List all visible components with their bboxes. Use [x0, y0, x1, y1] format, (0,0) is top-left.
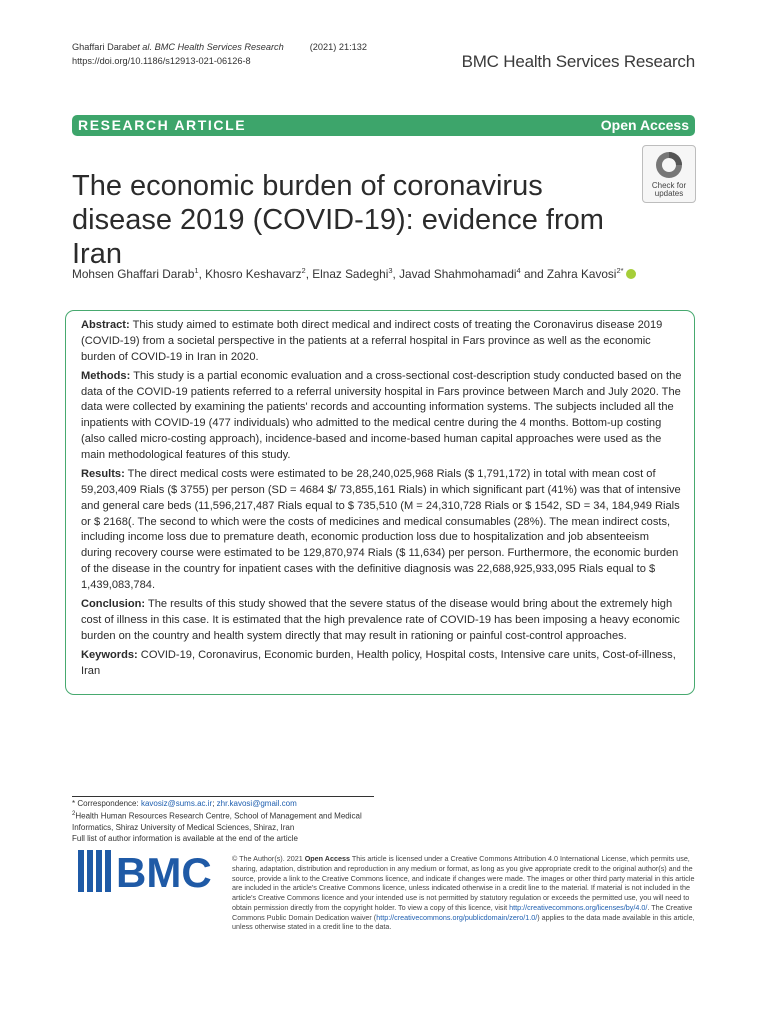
license-body-3: ) applies to the data made available in this article, unless otherwise stated in a credit line to the data.: [232, 912, 695, 932]
footnote-divider: [72, 796, 374, 797]
author-affiliation-sup: 2*: [616, 266, 624, 275]
license-body-2: . The Creative Commons Public Domain Dedication waiver (: [232, 902, 693, 922]
license-open-access: Open Access: [304, 854, 350, 863]
author-affiliation-sup: 2: [301, 266, 306, 275]
author-separator: ,: [198, 266, 206, 281]
keywords-paragraph: [81, 648, 682, 680]
running-header: [72, 40, 367, 68]
conclusion-text: The results of this study showed that the severe status of the disease would bring about the extremely high cost of illness in this case. It is estimated that the high prevalence rate of COVID-19 has been imposing a heavy economic burden on the country and health system directly that may result in rationing or painful cost-control approaches.: [81, 598, 680, 642]
email-link[interactable]: kavosiz@sums.ac.ir: [140, 799, 213, 808]
author-info-note: Full list of author information is available at the end of the article: [72, 833, 298, 843]
footnotes: [72, 798, 382, 844]
bmc-logo-text: BMC: [116, 850, 212, 892]
license-link[interactable]: http://creativecommons.org/licenses/by/4.0/: [509, 902, 648, 912]
license-body-1: This article is licensed under a Creative Commons Attribution 4.0 International License, which permits use, sharing, adaptation, distribution and reproduction in any medium or format, as long as you give appropriate credit to the original author(s) and the source, provide a link to the Creative Commons licence, and indicate if changes were made. The images or other third party material in this article are included in the article's Creative Commons licence, unless indicated otherwise in a credit line to the material. If material is not included in the article's Creative Commons licence and your intended use is not permitted by statutory regulation or exceeds the permitted use, you will need to obtain permission directly from the copyright holder. To view a copy of this licence, visit: [232, 854, 695, 912]
correspondence-label: * Correspondence:: [72, 799, 141, 808]
citation-volume: (2021) 21:132: [309, 42, 367, 52]
results-paragraph: [81, 467, 682, 593]
bmc-logo[interactable]: [78, 850, 218, 892]
citation-authors: Ghaffari Darab: [72, 42, 133, 52]
abstract-label: Abstract:: [81, 319, 130, 331]
author-affiliation-sup: 3: [388, 266, 393, 275]
results-text: The direct medical costs were estimated to be 28,240,025,968 Rials ($ 1,791,172) in total with mean cost of 59,203,409 Rials ($ 3755) per person (SD = 4684 $/ 73,855,161 Rials) in which significant part (41%) was that of intensive and general care beds (11,596,217,487 Rials equal to $ 735,510 (M = 24,310,728 Rials or $ 1542, SD = 34, 184,949 Rials or $ 2168(. The second to which were the costs of medicines and medical consumables (28%). The mean indirect costs, including income loss due to premature death, economic production loss due to hospitalization and job absenteeism during recovery course were estimated to be 129,870,974 Rials ($ 11,634) per person. Furthermore, the economic burden of the disease in the country for inpatient cases with the definitive diagnosis was 22,688,925,933,095 Rials equal to $ 1,439,083,784.: [81, 468, 681, 591]
author-separator: ,: [305, 266, 313, 281]
author-name[interactable]: Elnaz Sadeghi: [312, 266, 389, 281]
results-label: Results:: [81, 468, 125, 481]
author-affiliation-sup: 1: [194, 266, 199, 275]
abstract-paragraph: [81, 318, 682, 365]
author-name[interactable]: Khosro Keshavarz: [205, 266, 302, 281]
license-text: [232, 854, 697, 932]
methods-label: Methods:: [81, 369, 131, 382]
author-affiliation-sup: 4: [516, 266, 521, 275]
article-type-label: RESEARCH ARTICLE: [78, 117, 247, 133]
email-separator: ;: [212, 799, 217, 808]
public-domain-link[interactable]: http://creativecommons.org/publicdomain/zero/1.0/: [376, 912, 538, 922]
journal-name: BMC Health Services Research: [461, 52, 695, 71]
copyright-text: © The Author(s). 2021: [232, 854, 305, 863]
orcid-icon[interactable]: [626, 269, 636, 279]
keywords-label: Keywords:: [81, 648, 138, 661]
methods-paragraph: [81, 369, 682, 464]
affiliation-text: Health Human Resources Research Centre, School of Management and Medical Informatics, Shiraz University of Medical Sciences, Shiraz, Iran: [72, 811, 362, 832]
affiliation-line: [72, 809, 382, 833]
affiliation-sup: 2: [72, 811, 76, 817]
author-name[interactable]: Javad Shahmohamadi: [399, 266, 517, 281]
conclusion-label: Conclusion:: [81, 598, 146, 611]
author-and: and: [520, 266, 547, 281]
author-name[interactable]: Mohsen Ghaffari Darab: [72, 266, 195, 281]
author-list: [72, 266, 692, 281]
abstract-box: [65, 310, 695, 695]
author-name[interactable]: Zahra Kavosi: [546, 266, 617, 281]
email-link[interactable]: zhr.kavosi@gmail.com: [216, 799, 297, 808]
article-title: The economic burden of coronavirus disease 2019 (COVID-19): evidence from Iran: [72, 170, 604, 271]
doi-link[interactable]: https://doi.org/10.1186/s12913-021-06126-8: [72, 56, 251, 66]
open-access-label: Open Access: [600, 117, 689, 133]
methods-text: This study is a partial economic evaluation and a cross-sectional cost-description study conducted based on the data of the COVID-19 patients referred to a referral university hospital in Fars province between March and July 2020. The data were collected by examining the patients' records and accounting information systems. The subjects included all the inpatients with COVID-19 (477 individuals) who admitted to the medical centre during the 4 months. Bottom-up costing (also called micro-costing approach), incidence-based and income-based human capital approaches were used as the main methodological features of this study.: [81, 369, 682, 461]
check-for-updates-badge[interactable]: [642, 145, 696, 203]
citation-journal: et al. BMC Health Services Research: [132, 42, 284, 52]
keywords-text: COVID-19, Coronavirus, Economic burden, Health policy, Hospital costs, Intensive care units, Cost-of-illness, Iran: [81, 648, 676, 677]
check-updates-line2: updates: [654, 189, 684, 198]
check-updates-icon: [654, 150, 684, 180]
conclusion-paragraph: [81, 597, 682, 644]
article-type-banner: [72, 115, 695, 136]
abstract-text: This study aimed to estimate both direct medical and indirect costs of treating the Coronavirus disease 2019 (COVID-19) from a societal perspective in the patients at a referral hospital in Fars province as well as the economic burden of COVID-19 in Iran in 2020.: [81, 319, 663, 363]
correspondence-line: [72, 798, 382, 809]
check-updates-line1: Check for: [651, 181, 687, 190]
author-separator: ,: [392, 266, 400, 281]
